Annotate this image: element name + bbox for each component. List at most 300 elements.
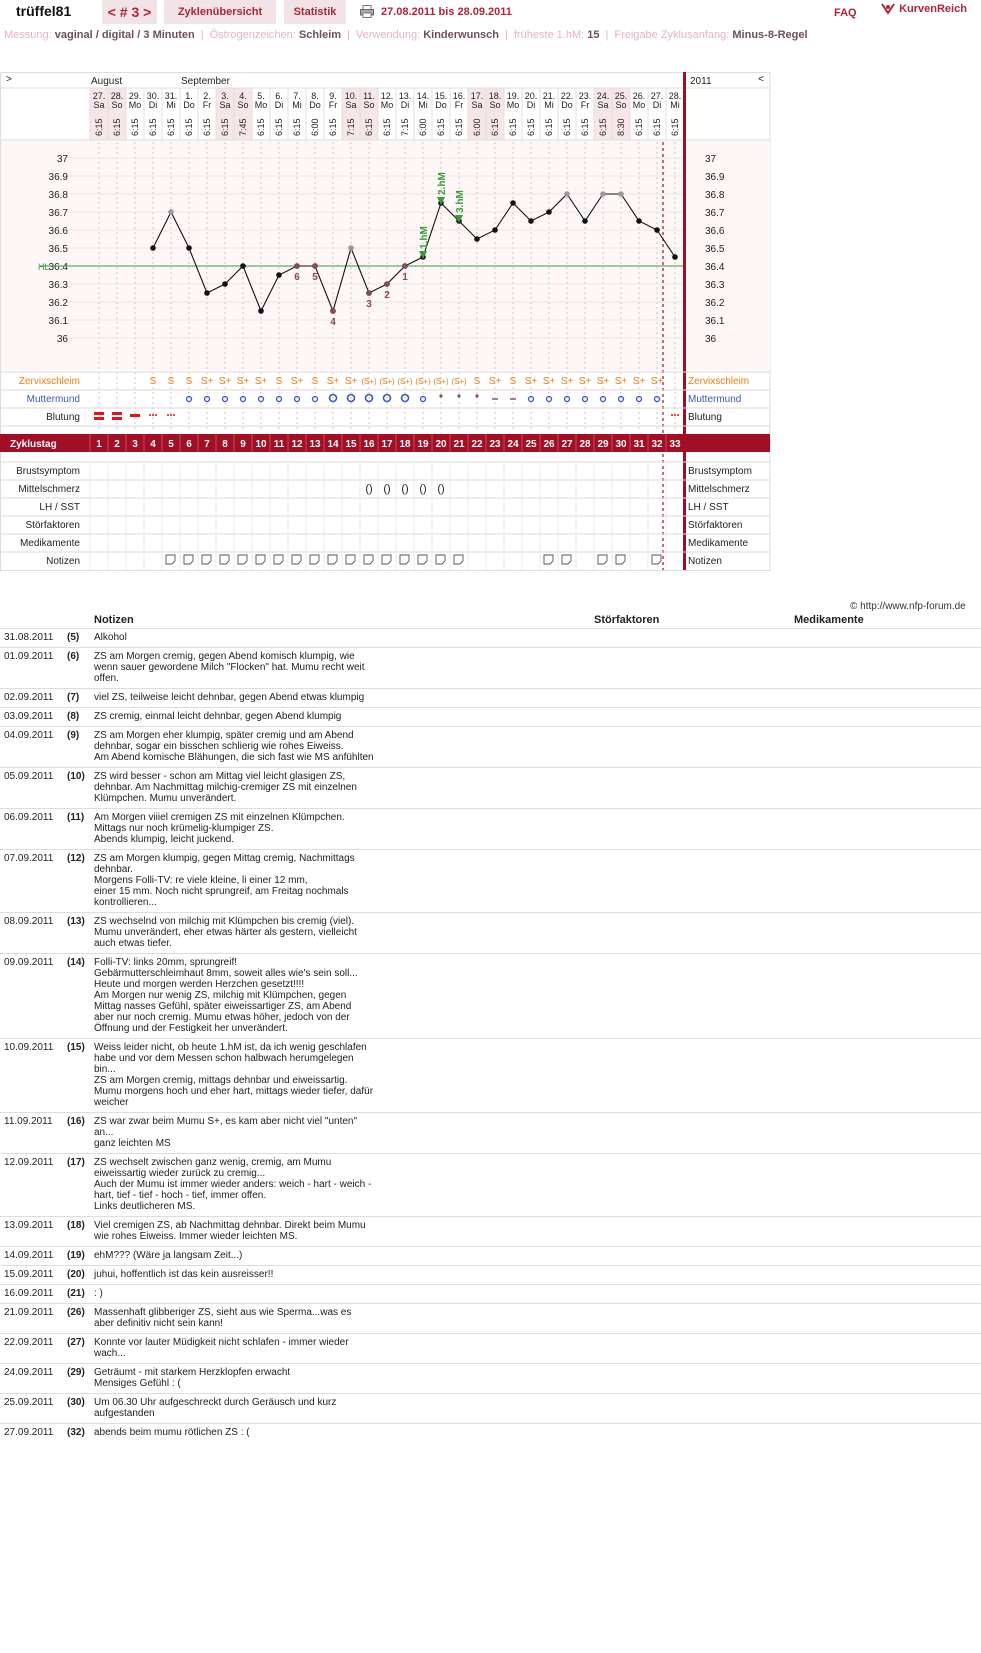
note-icon[interactable]: [544, 555, 553, 564]
note-text: ZS am Morgen eher klumpig, später cremig und am Abend dehnbar, sogar ein bisschen schlierig wie rohes Eiweiss. Am Abend komische Blähungen, die sich fast wie MS anfühlten: [94, 730, 374, 763]
temperature-point: [276, 272, 282, 278]
mucus-symbol: S+: [632, 376, 646, 387]
note-icon[interactable]: [562, 555, 571, 564]
setting-label: Messung:: [4, 29, 52, 41]
settings-separator: |: [605, 29, 609, 41]
temperature-point: [258, 308, 264, 314]
note-text: ZS wird besser - schon am Mittag viel leicht glasigen ZS, dehnbar. Am Nachmittag milchig-cremiger ZS mit einzelnen Klümpchen. Mumu unverändert.: [94, 771, 357, 804]
mucus-symbol: S+: [596, 376, 610, 387]
day-weekday: Fr: [328, 100, 338, 110]
bleeding-symbol: [170, 414, 172, 416]
mucus-symbol: (S+): [397, 377, 413, 386]
temperature-point: [672, 254, 678, 260]
note-date: 04.09.2011: [4, 730, 54, 741]
cycle-day-number: 12: [291, 439, 303, 450]
note-text: ZS wechselnd von milchig mit Klümpchen bis cremig (viel). Mumu unverändert, eher etwas härter als gestern, vielleicht auch etwas tiefer.: [94, 916, 357, 949]
mucus-symbol: S: [185, 376, 193, 387]
row-label-disturb: Störfaktoren: [25, 520, 80, 531]
tab-statistics[interactable]: Statistik: [284, 0, 346, 24]
mucus-symbol: S+: [344, 376, 358, 387]
note-date: 02.09.2011: [4, 692, 54, 703]
note-date: 11.09.2011: [4, 1116, 53, 1127]
high-measure-label: 2.hM: [437, 172, 448, 195]
row-label-mucus-right: Zervixschleim: [688, 376, 750, 387]
low-value-point: [366, 290, 372, 296]
note-icon[interactable]: [202, 555, 211, 564]
row-label-mucus: Zervixschleim: [18, 376, 80, 387]
day-date: 3.: [221, 91, 229, 101]
mucus-symbol: (S+): [433, 377, 449, 386]
note-cycle-day: (6): [67, 651, 80, 662]
y-tick-right: 37: [705, 154, 717, 165]
day-weekday: Do: [309, 100, 321, 110]
row-label-bleeding-right: Blutung: [688, 412, 722, 423]
note-icon[interactable]: [346, 555, 355, 564]
day-date: 14.: [416, 91, 430, 101]
mucus-symbol: S+: [560, 376, 574, 387]
measure-time: 6:15: [148, 118, 158, 136]
copyright: © http://www.nfp-forum.de: [850, 601, 966, 612]
cycle-day-number: 15: [345, 439, 357, 450]
note-icon[interactable]: [220, 555, 229, 564]
note-date: 27.09.2011: [4, 1427, 54, 1438]
note-icon[interactable]: [328, 555, 337, 564]
bleeding-symbol: [677, 414, 679, 416]
day-weekday: Di: [526, 100, 536, 110]
measure-time: 6:15: [202, 118, 212, 136]
note-cycle-day: (13): [67, 916, 85, 927]
note-date: 06.09.2011: [4, 812, 54, 823]
y-tick-right: 36.5: [705, 244, 725, 255]
cycle-day-number: 32: [651, 439, 663, 450]
cervix-symbol: [475, 394, 478, 397]
day-weekday: Mo: [632, 100, 646, 110]
note-cycle-day: (7): [67, 692, 80, 703]
row-label-breast: Brustsymptom: [16, 466, 80, 477]
temperature-point: [474, 236, 480, 242]
temperature-point: [654, 227, 660, 233]
note-text: ZS am Morgen cremig, gegen Abend komisch klumpig, wie wenn sauer gewordene Milch "Flocken" hat. Mumu recht weit offen.: [94, 651, 365, 684]
day-date: 26.: [632, 91, 646, 101]
y-tick-left: 36.3: [48, 280, 68, 291]
mucus-symbol: S+: [326, 376, 340, 387]
setting-value: vaginal / digital / 3 Minuten: [54, 29, 195, 41]
note-cycle-day: (20): [67, 1269, 85, 1280]
note-date: 21.09.2011: [4, 1307, 54, 1318]
cycle-day-number: 10: [255, 439, 267, 450]
note-icon[interactable]: [652, 555, 661, 564]
low-value-point: [384, 281, 390, 287]
note-date: 16.09.2011: [4, 1288, 54, 1299]
temperature-point: [546, 209, 552, 215]
temperature-point: [618, 191, 624, 197]
note-date: 31.08.2011: [4, 632, 54, 643]
note-row: [0, 912, 981, 953]
note-icon[interactable]: [166, 555, 175, 564]
measure-time: 6:15: [274, 118, 284, 136]
note-date: 25.09.2011: [4, 1397, 54, 1408]
meds-column-header: Medikamente: [794, 614, 864, 626]
note-text: Weiss leider nicht, ob heute 1.hM ist, da ich wenig geschlafen habe und vor dem Messen schon halbwach herumgelegen bin... ZS am Morgen cremig, mittags dehnbar und eiweissartig. Mumu morgens hoch und eher hart, mittags wieder tiefer, dafür weicher: [94, 1042, 374, 1108]
temperature-point: [348, 245, 354, 251]
measure-time: 6:00: [472, 118, 482, 136]
measure-time: 6:15: [130, 118, 140, 136]
mucus-symbol: S+: [524, 376, 538, 387]
note-row: [0, 647, 981, 688]
note-text: Viel cremigen ZS, ab Nachmittag dehnbar. Direkt beim Mumu wie rohes Eiweiss. Immer wieder leichten MS.: [94, 1220, 366, 1242]
day-date: 24.: [596, 91, 610, 101]
mucus-symbol: S+: [290, 376, 304, 387]
day-weekday: Di: [652, 100, 662, 110]
note-date: 03.09.2011: [4, 711, 54, 722]
temperature-point: [222, 281, 228, 287]
day-weekday: Mi: [292, 100, 302, 110]
measure-time: 6:15: [220, 118, 230, 136]
note-date: 24.09.2011: [4, 1367, 54, 1378]
day-weekday: Sa: [345, 100, 357, 110]
date-range: 27.08.2011 bis 28.09.2011: [381, 6, 512, 18]
measure-time: 6:00: [418, 118, 428, 136]
note-text: Am Morgen viiiel cremigen ZS mit einzelnen Klümpchen. Mittags nur noch krümelig-klumpiger ZS. Abends klumpig, leicht juckend.: [94, 812, 345, 845]
day-weekday: Sa: [219, 100, 231, 110]
note-text: ZS cremig, einmal leicht dehnbar, gegen Abend klumpig: [94, 711, 342, 722]
mucus-symbol: S: [275, 376, 283, 387]
mucus-symbol: (S+): [415, 377, 431, 386]
row-label-midpain-right: Mittelschmerz: [688, 484, 750, 495]
cycle-day-number: 23: [489, 439, 501, 450]
setting-label: Verwendung:: [355, 29, 421, 41]
note-icon[interactable]: [292, 555, 301, 564]
low-value-point: [294, 263, 300, 269]
bleeding-symbol: [167, 414, 169, 416]
cycle-day-number: 26: [543, 439, 555, 450]
mucus-symbol: S+: [200, 376, 214, 387]
day-date: 30.: [146, 91, 160, 101]
bleeding-symbol: [112, 412, 122, 415]
notes-column-header: Notizen: [94, 614, 134, 626]
bleeding-symbol: [112, 417, 122, 420]
note-cycle-day: (5): [67, 632, 80, 643]
note-icon[interactable]: [256, 555, 265, 564]
note-row: [0, 808, 981, 849]
cycle-day-number: 27: [561, 439, 573, 450]
note-text: juhui, hoffentlich ist das kein ausreisser!!: [94, 1269, 274, 1280]
measure-time: 6:15: [436, 118, 446, 136]
note-row: [0, 1363, 981, 1393]
y-tick-right: 36.9: [705, 172, 725, 183]
day-date: 5.: [257, 91, 265, 101]
bleeding-symbol: [155, 414, 157, 416]
measure-time: 6:15: [490, 118, 500, 136]
mucus-symbol: S+: [614, 376, 628, 387]
bleeding-symbol: [94, 417, 104, 420]
day-date: 28.: [668, 91, 682, 101]
day-weekday: Do: [183, 100, 195, 110]
note-row: [0, 1423, 981, 1442]
day-date: 13.: [398, 91, 412, 101]
mucus-symbol: (S+): [361, 377, 377, 386]
cycle-chart: [0, 0, 981, 615]
cycle-day-number: 3: [132, 439, 138, 450]
setting-value: Kinderwunsch: [423, 29, 499, 41]
y-tick-right: 36.8: [705, 190, 725, 201]
y-tick-right: 36.1: [705, 316, 725, 327]
row-label-midpain: Mittelschmerz: [18, 484, 80, 495]
note-text: abends beim mumu rötlichen ZS : (: [94, 1427, 250, 1438]
measure-time: 6:15: [580, 118, 590, 136]
note-date: 14.09.2011: [4, 1250, 54, 1261]
cycle-day-number: 14: [327, 439, 339, 450]
y-tick-left: 36.4: [48, 262, 68, 273]
tab-cycle-overview[interactable]: Zyklenübersicht: [164, 0, 276, 24]
y-tick-left: 36.6: [48, 226, 68, 237]
temperature-point: [186, 245, 192, 251]
note-icon[interactable]: [436, 555, 445, 564]
note-cycle-day: (21): [67, 1288, 85, 1299]
day-weekday: Mo: [506, 100, 520, 110]
measure-time: 6:15: [292, 118, 302, 136]
note-date: 08.09.2011: [4, 916, 54, 927]
mucus-symbol: S: [509, 376, 517, 387]
note-icon[interactable]: [382, 555, 391, 564]
measure-time: 6:15: [526, 118, 536, 136]
cycle-day-number: 30: [615, 439, 627, 450]
note-text: ZS war zwar beim Mumu S+, es kam aber nicht viel "unten" an... ganz leichten MS: [94, 1116, 358, 1149]
day-date: 2.: [203, 91, 211, 101]
row-label-notes-right: Notizen: [688, 556, 722, 567]
midpain-symbol: (): [419, 483, 427, 495]
note-date: 01.09.2011: [4, 651, 54, 662]
row-label-cervix: Muttermund: [26, 394, 80, 405]
y-tick-left: 36.7: [48, 208, 68, 219]
note-icon[interactable]: [418, 555, 427, 564]
mucus-symbol: S+: [218, 376, 232, 387]
nav-next[interactable]: <: [758, 74, 764, 85]
cycle-day-number: 17: [381, 439, 393, 450]
low-value-label: 6: [294, 272, 300, 283]
note-icon[interactable]: [400, 555, 409, 564]
day-date: 4.: [239, 91, 247, 101]
cycle-day-number: 19: [417, 439, 429, 450]
cycle-day-number: 4: [150, 439, 156, 450]
day-weekday: Do: [435, 100, 447, 110]
cycle-day-label: Zyklustag: [10, 439, 57, 450]
day-weekday: Sa: [93, 100, 105, 110]
bleeding-symbol: [173, 414, 175, 416]
note-icon[interactable]: [598, 555, 607, 564]
bleeding-symbol: [149, 414, 151, 416]
note-cycle-day: (19): [67, 1250, 85, 1261]
day-date: 22.: [560, 91, 574, 101]
note-icon[interactable]: [274, 555, 283, 564]
measure-time: 6:15: [508, 118, 518, 136]
bleeding-symbol: [671, 414, 673, 416]
temperature-point: [528, 218, 534, 224]
note-icon[interactable]: [454, 555, 463, 564]
y-tick-right: 36: [705, 334, 717, 345]
month-label: September: [181, 76, 230, 87]
measure-time: 7:45: [238, 118, 248, 136]
note-icon[interactable]: [184, 555, 193, 564]
note-row: [0, 1153, 981, 1216]
day-weekday: Mi: [418, 100, 428, 110]
y-tick-left: 36: [56, 334, 68, 345]
cervix-symbol: [439, 394, 442, 397]
day-date: 29.: [128, 91, 142, 101]
low-value-label: 5: [312, 272, 318, 283]
mucus-symbol: S: [473, 376, 481, 387]
note-row: [0, 1246, 981, 1265]
note-text: : ): [94, 1288, 103, 1299]
low-value-label: 2: [384, 290, 390, 301]
note-cycle-day: (8): [67, 711, 80, 722]
row-label-disturb-right: Störfaktoren: [688, 520, 743, 531]
mucus-symbol: (S+): [379, 377, 395, 386]
cycle-day-number: 24: [507, 439, 519, 450]
note-cycle-day: (29): [67, 1367, 85, 1378]
midpain-symbol: (): [437, 483, 445, 495]
note-row: [0, 1303, 981, 1333]
row-label-cervix-right: Muttermund: [688, 394, 742, 405]
day-weekday: Di: [274, 100, 284, 110]
day-date: 7.: [293, 91, 301, 101]
day-weekday: Di: [148, 100, 158, 110]
y-tick-right: 36.3: [705, 280, 725, 291]
high-measure-label: 3.hM: [455, 190, 466, 213]
day-weekday: Mo: [254, 100, 268, 110]
day-date: 27.: [650, 91, 664, 101]
day-weekday: Mo: [128, 100, 142, 110]
note-date: 10.09.2011: [4, 1042, 54, 1053]
day-weekday: Do: [561, 100, 573, 110]
cycle-day-number: 28: [579, 439, 591, 450]
note-icon[interactable]: [238, 555, 247, 564]
logo-text: KurvenReich: [899, 2, 967, 15]
measure-time: 7:15: [346, 118, 356, 136]
note-text: Geträumt - mit starkem Herzklopfen erwacht Mensiges Gefühl : (: [94, 1367, 291, 1389]
username: trüffel81: [16, 3, 72, 19]
note-row: [0, 1038, 981, 1112]
note-cycle-day: (17): [67, 1157, 85, 1168]
nav-previous[interactable]: >: [6, 74, 12, 85]
year-label: 2011: [690, 76, 712, 87]
day-weekday: So: [111, 100, 123, 110]
measure-time: 6:15: [670, 118, 680, 136]
note-row: [0, 767, 981, 808]
faq-link[interactable]: FAQ: [834, 7, 857, 19]
measure-time: 6:15: [652, 118, 662, 136]
day-weekday: Mi: [544, 100, 554, 110]
note-cycle-day: (11): [67, 812, 85, 823]
bleeding-symbol: [674, 414, 676, 416]
temperature-point: [168, 209, 174, 215]
day-date: 25.: [614, 91, 628, 101]
temperature-point: [510, 200, 516, 206]
note-date: 15.09.2011: [4, 1269, 54, 1280]
day-weekday: Fr: [454, 100, 464, 110]
note-icon[interactable]: [310, 555, 319, 564]
temperature-point: [600, 191, 606, 197]
y-tick-right: 36.7: [705, 208, 725, 219]
y-tick-left: 36.2: [48, 298, 68, 309]
low-value-point: [402, 263, 408, 269]
measure-time: 6:15: [328, 118, 338, 136]
low-value-label: 1: [402, 272, 408, 283]
note-icon[interactable]: [364, 555, 373, 564]
cycle-navigator[interactable]: < # 3 >: [102, 0, 157, 24]
day-date: 23.: [578, 91, 592, 101]
y-tick-left: 36.9: [48, 172, 68, 183]
measure-time: 6:15: [382, 118, 392, 136]
note-icon[interactable]: [616, 555, 625, 564]
row-label-lh: LH / SST: [39, 502, 80, 513]
cycle-day-number: 1: [96, 439, 102, 450]
measure-time: 6:15: [166, 118, 176, 136]
measure-time: 6:15: [184, 118, 194, 136]
day-weekday: So: [615, 100, 627, 110]
setting-value: Schleim: [298, 29, 342, 41]
settings-separator: |: [505, 29, 508, 41]
notes-table-header: [0, 614, 981, 628]
temperature-point: [582, 218, 588, 224]
day-date: 6.: [275, 91, 283, 101]
temperature-point: [204, 290, 210, 296]
setting-value: Minus-8-Regel: [732, 29, 808, 41]
day-weekday: Fr: [580, 100, 590, 110]
cycle-day-number: 16: [363, 439, 375, 450]
day-date: 11.: [363, 91, 375, 101]
day-weekday: Mi: [166, 100, 176, 110]
midpain-symbol: (): [401, 483, 409, 495]
measure-time: 6:00: [310, 118, 320, 136]
mucus-symbol: S+: [254, 376, 268, 387]
day-date: 20.: [524, 91, 538, 101]
cycle-day-number: 9: [240, 439, 246, 450]
note-date: 09.09.2011: [4, 957, 54, 968]
note-row: [0, 849, 981, 912]
row-label-breast-right: Brustsymptom: [688, 466, 752, 477]
note-row: [0, 1284, 981, 1303]
row-label-notes: Notizen: [46, 556, 80, 567]
measure-time: 6:15: [634, 118, 644, 136]
setting-label: Östrogenzeichen:: [209, 29, 296, 41]
cycle-day-number: 2: [114, 439, 120, 450]
settings-separator: |: [200, 29, 204, 41]
bleeding-symbol: [152, 414, 154, 416]
mucus-symbol: S: [167, 376, 175, 387]
day-weekday: Fr: [202, 100, 212, 110]
day-weekday: Mo: [380, 100, 394, 110]
cycle-day-number: 11: [273, 439, 285, 450]
day-date: 21.: [542, 91, 556, 101]
cycle-day-number: 8: [222, 439, 228, 450]
measure-time: 6:15: [598, 118, 608, 136]
note-cycle-day: (26): [67, 1307, 85, 1318]
note-text: Konnte vor lauter Müdigkeit nicht schlafen - immer wieder wach...: [94, 1337, 349, 1359]
row-label-meds: Medikamente: [19, 538, 80, 549]
y-tick-left: 36.8: [48, 190, 68, 201]
hl-label: HL: [38, 262, 50, 272]
temperature-point: [492, 227, 498, 233]
low-value-point: [312, 263, 318, 269]
mucus-symbol: S: [149, 376, 157, 387]
month-label: August: [91, 76, 123, 87]
measure-time: 6:15: [94, 118, 104, 136]
y-tick-right: 36.4: [705, 262, 725, 273]
day-date: 17.: [470, 91, 484, 101]
cycle-day-number: 22: [471, 439, 483, 450]
note-cycle-day: (9): [67, 730, 80, 741]
